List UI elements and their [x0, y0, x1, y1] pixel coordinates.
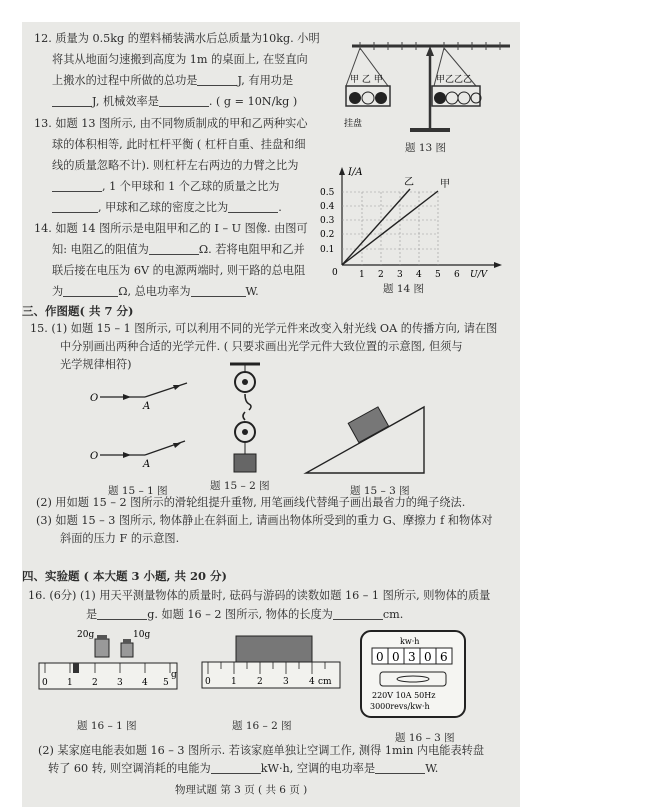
fig16-1-tick-5: 5 [163, 678, 169, 688]
fig16-3-digit-5: 6 [440, 650, 448, 664]
fig14-ylabel: I/A [348, 167, 363, 178]
q12-line3-text-a: 上搬水的过程中所做的总功是 [52, 74, 198, 87]
q16-blank-mass [97, 607, 147, 620]
fig14-x-tick-1: 1 [359, 270, 365, 280]
q12-line4-text-b: . ( g = 10N/kg ) [208, 95, 298, 108]
fig16-1-weight-10g: 10g [133, 630, 151, 640]
fig16-1-tick-2: 2 [92, 678, 98, 688]
q14-blank-resistance [149, 242, 199, 255]
fig14-x-tick-2: 2 [378, 270, 384, 280]
fig14-origin: 0 [332, 268, 338, 278]
q13-blank-density-ratio [228, 200, 278, 213]
figure-15-2-pulley [220, 360, 270, 480]
q14-blank-total-power [191, 284, 246, 297]
figure-16-2-caption: 题 16 – 2 图 [232, 720, 292, 732]
fig14-y-tick-0.1: 0.1 [320, 245, 335, 255]
fig14-line-label-jia: 甲 [440, 179, 450, 190]
fig14-y-tick-0.5: 0.5 [320, 188, 335, 198]
q12-line4 [52, 93, 297, 110]
q13-line1: 13. 如题 13 图所示, 由不同物质制成的甲和乙两种实心 [34, 117, 308, 130]
figure-15-2-caption: 题 15 – 2 图 [210, 480, 270, 492]
fig14-xlabel: U/V [470, 270, 488, 280]
page-footer: 物理试题 第 3 页 ( 共 6 页 ) [175, 784, 308, 796]
q12-line3-text-b: J, 有用功是 [237, 74, 294, 87]
q12-line3 [52, 72, 293, 89]
q14-line4-text-c: W. [245, 285, 259, 298]
fig15-1-point-a-top: A [143, 401, 151, 412]
q13-blank-mass-ratio [52, 200, 98, 213]
q12-line1: 12. 质量为 0.5kg 的塑料桶装满水后总质量为10kg. 小明 [34, 32, 320, 45]
q16-1-line2-text-b: g. 如题 16 – 2 图所示, 物体的长度为 [147, 608, 333, 621]
q16-blank-energy [211, 761, 261, 774]
q14-line3: 联后接在电压为 6V 的电源两端时, 则干路的总电阻 [52, 264, 306, 277]
figure-16-3-meter [358, 628, 468, 722]
fig14-y-tick-0.3: 0.3 [320, 216, 335, 226]
figure-14-iu-graph [318, 165, 508, 280]
q15-1-line1: 15. (1) 如题 15 – 1 图所示, 可以利用不同的光学元件来改变入射光线 OA 的传播方向, 请在图 [30, 322, 498, 335]
q14-line2-text-b: Ω. 若将电阻甲和乙并 [198, 243, 305, 256]
fig14-line-label-yi: 乙 [404, 177, 414, 188]
q14-line4-text-b: Ω, 总电功率为 [118, 285, 191, 298]
q13-line4-text: , 1 个甲球和 1 个乙球的质量之比为 [102, 180, 280, 193]
q12-line2: 将其从地面匀速搬到高度为 1m 的桌面上, 在竖直向 [52, 53, 308, 66]
fig16-2-unit: cm [318, 677, 332, 687]
q12-blank-total-work [197, 73, 237, 86]
figure-15-3-incline [300, 385, 430, 480]
q13-line2: 球的体积相等, 此时杠杆平衡 ( 杠杆自重、挂盘和细 [52, 138, 306, 151]
fig15-1-point-o-top: O [90, 393, 99, 404]
fig16-3-spec: 220V 10A 50Hz [372, 691, 436, 700]
q16-1-line2-text-c: cm. [382, 608, 404, 621]
fig14-y-tick-0.4: 0.4 [320, 202, 335, 212]
fig14-x-tick-6: 6 [454, 270, 460, 280]
fig16-3-revs: 3000revs/kw·h [370, 702, 430, 711]
fig16-3-unit: kw·h [400, 637, 420, 646]
q13-line5-dot: . [278, 201, 282, 214]
section-3-title: 三、作图题( 共 7 分) [22, 304, 134, 318]
q14-line4 [52, 283, 259, 300]
figure-15-1-light-rays [85, 375, 200, 485]
q14-line2-text-a: 知: 电阻乙的阻值为 [52, 243, 149, 256]
figure-16-3-caption: 题 16 – 3 图 [395, 732, 455, 744]
figure-15-3-caption: 题 15 – 3 图 [350, 485, 410, 497]
fig16-1-tick-4: 4 [142, 678, 148, 688]
fig16-3-digit-4: 0 [424, 650, 432, 664]
fig16-2-tick-1: 1 [231, 677, 237, 687]
figure-15-1-caption: 题 15 – 1 图 [108, 485, 168, 497]
section-4-title: 四、实验题 ( 本大题 3 小题, 共 20 分) [22, 569, 227, 583]
figure-16-1-balance [35, 625, 185, 697]
fig16-2-tick-2: 2 [257, 677, 263, 687]
q14-blank-total-resistance [63, 284, 118, 297]
q13-line4 [52, 178, 279, 195]
q12-blank-efficiency [159, 94, 209, 107]
q16-1-line2-text-a: 是 [86, 608, 98, 621]
fig16-1-tick-0: 0 [42, 678, 48, 688]
q16-2-line2-text-c: W. [425, 762, 439, 775]
fig13-hook-label: 挂盘 [344, 119, 363, 129]
q16-blank-ac-power [375, 761, 425, 774]
fig16-1-tick-1: 1 [67, 678, 73, 688]
q12-line4-text-a: J, 机械效率是 [92, 95, 159, 108]
fig14-x-tick-4: 4 [416, 270, 422, 280]
fig16-1-weight-20g: 20g [77, 630, 95, 640]
q13-line5-text: , 甲球和乙球的密度之比为 [98, 201, 229, 214]
fig16-2-tick-3: 3 [283, 677, 289, 687]
fig13-right-labels: 甲乙乙乙 [436, 75, 473, 85]
q12-blank-useful-work [52, 94, 92, 107]
figure-14-caption: 题 14 图 [383, 283, 425, 295]
fig16-1-tick-3: 3 [117, 678, 123, 688]
q16-2-line2-text-a: 转了 60 转, 则空调消耗的电能为 [48, 762, 211, 775]
fig14-x-tick-3: 3 [397, 270, 403, 280]
fig16-3-digit-1: 0 [376, 650, 384, 664]
q16-2-line2 [48, 760, 438, 777]
figure-16-1-caption: 题 16 – 1 图 [77, 720, 137, 732]
figure-16-2-ruler [198, 630, 348, 702]
fig16-3-digit-2: 0 [392, 650, 400, 664]
q15-2-text: (2) 用如题 15 – 2 图所示的滑轮组提升重物, 用笔画线代替绳子画出最省力的绳子绕法. [36, 496, 466, 509]
q15-1-line2: 中分别画出两种合适的光学元件. ( 只要求画出光学元件大致位置的示意图, 但须与 [60, 340, 463, 353]
fig15-1-point-o-bottom: O [90, 451, 99, 462]
fig16-3-digit-3: 3 [408, 650, 416, 664]
q15-3-line2: 斜面的压力 F 的示意图. [60, 532, 180, 545]
q14-line4-text-a: 为 [52, 285, 64, 298]
q14-line1: 14. 如题 14 图所示是电阻甲和乙的 I – U 图像. 由图可 [34, 222, 308, 235]
q13-blank-arm-ratio [52, 179, 102, 192]
fig14-x-tick-5: 5 [435, 270, 441, 280]
q16-blank-length [333, 607, 383, 620]
q15-1-line3: 光学规律相符) [60, 358, 132, 371]
q16-1-line1: 16. (6分) (1) 用天平测量物体的质量时, 砝码与游码的读数如题 16 – 1 图所示, 则物体的质量 [28, 589, 491, 602]
fig14-y-tick-0.2: 0.2 [320, 230, 335, 240]
q13-line3: 线的质量忽略不计). 则杠杆左右两边的力臂之比为 [52, 159, 299, 172]
fig15-1-point-a-bottom: A [143, 459, 151, 470]
figure-13-lever [340, 28, 525, 158]
q16-2-line2-text-b: kW·h, 空调的电功率是 [260, 762, 376, 775]
q16-1-line2 [86, 606, 403, 623]
figure-13-caption: 题 13 图 [405, 142, 447, 154]
q16-2-line1: (2) 某家庭电能表如题 16 – 3 图所示. 若该家庭单独让空调工作, 测得 1min 内电能表转盘 [38, 744, 485, 757]
fig16-2-tick-4: 4 [309, 677, 315, 687]
fig13-left-labels: 甲 乙 甲 [350, 75, 383, 85]
q13-line5 [52, 199, 282, 216]
fig16-1-unit: g [171, 670, 177, 680]
q15-3-line1: (3) 如题 15 – 3 图所示, 物体静止在斜面上, 请画出物体所受到的重力 G、摩擦力 f 和物体对 [36, 514, 493, 527]
q14-line2 [52, 241, 305, 258]
fig16-2-tick-0: 0 [205, 677, 211, 687]
